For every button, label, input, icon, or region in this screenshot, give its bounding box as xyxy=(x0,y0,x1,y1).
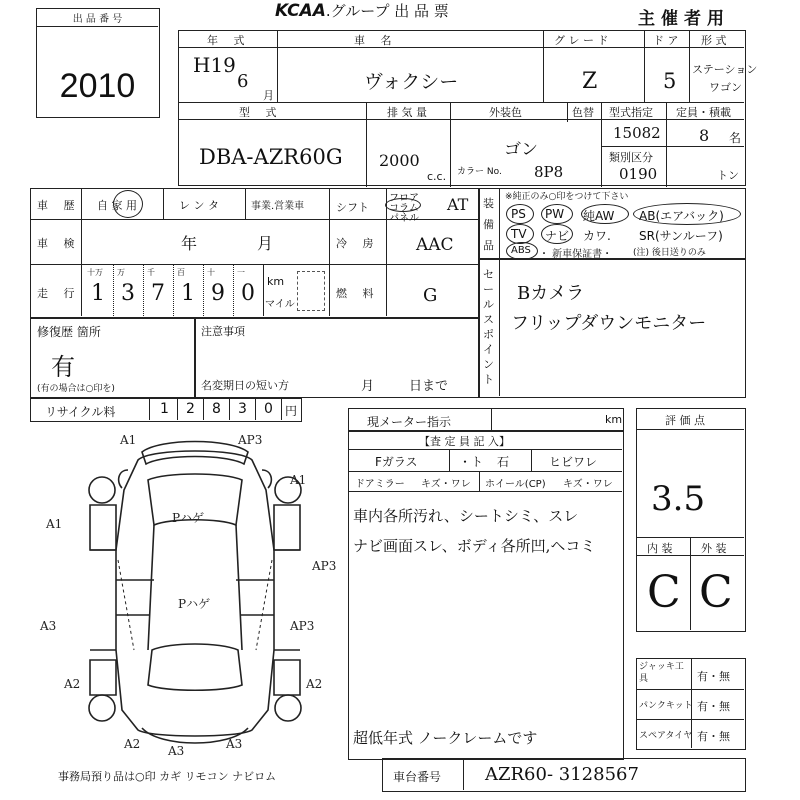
tool-punk: パンクキット xyxy=(639,701,693,711)
mark-rear-right: A3 xyxy=(226,737,243,751)
vehicle-table xyxy=(178,30,758,186)
equip-leather: カワ. xyxy=(583,229,611,243)
crack-label: ヒビワレ xyxy=(549,455,598,469)
fuel-value: G xyxy=(423,285,438,306)
capacity-unit: 名 xyxy=(729,131,742,145)
mileage-digit: 1 xyxy=(91,281,105,306)
equip-pw: PW xyxy=(545,207,565,221)
recycle-digit: 2 xyxy=(186,401,195,417)
door-mirror-label: ドアミラー xyxy=(355,479,405,490)
month-value: 6 xyxy=(237,71,249,92)
transfer-label: 名変期日の短い方 xyxy=(201,379,289,392)
color-no-value: 8P8 xyxy=(534,163,564,181)
transfer-month: 月 xyxy=(361,379,375,394)
evaluation-score: 3.5 xyxy=(651,479,706,519)
equip-warranty-note: (注) 後日送りのみ xyxy=(633,248,706,258)
notes-box xyxy=(194,318,480,398)
organizer-label: 主催者用 xyxy=(638,9,730,29)
mark-left-rear-door: A3 xyxy=(40,619,57,633)
recycle-digit: 8 xyxy=(212,401,221,417)
doors-label: ド ア xyxy=(653,34,679,47)
inspection-month: 月 xyxy=(257,234,274,253)
tool-jack-value: 有・無 xyxy=(697,670,730,683)
car-name-label: 車 名 xyxy=(354,34,398,47)
model-label: 型 式 xyxy=(239,106,283,119)
mark-rear-center: A3 xyxy=(168,744,185,758)
shift-label: シフト xyxy=(336,201,369,214)
ac-value: AAC xyxy=(416,235,454,255)
page-title xyxy=(275,0,449,21)
mileage-digit: 7 xyxy=(151,281,165,306)
meter-km: km xyxy=(605,413,623,426)
mirror-opts: キズ・ワレ xyxy=(421,479,471,490)
capacity-label: 定員・積載 xyxy=(676,106,731,119)
tool-spare-value: 有・無 xyxy=(697,730,730,743)
comment-line-1: 車内各所汚れ、シートシミ、スレ xyxy=(353,507,579,525)
usage-table xyxy=(30,188,480,318)
mileage-digit: 1 xyxy=(181,281,195,306)
chassis-box xyxy=(382,758,746,792)
chip-label: ・ト xyxy=(459,455,484,469)
stone-label: 石 xyxy=(497,455,510,469)
meter-label: 現メーター指示 xyxy=(367,415,452,429)
mark-right-mirror: A1 xyxy=(290,473,307,487)
mark-rear-left: A2 xyxy=(124,737,141,751)
recycle-digit: 3 xyxy=(238,401,247,417)
mile-label: マイル xyxy=(265,299,295,310)
mileage-unit: 万 xyxy=(117,268,125,277)
mark-right-side: AP3 xyxy=(312,559,337,573)
load-unit: トン xyxy=(717,169,739,182)
year-label: 年 式 xyxy=(207,34,251,47)
mark-front-right: AP3 xyxy=(238,433,263,447)
equip-sunroof: SR(サンルーフ) xyxy=(639,229,723,243)
equip-tv: TV xyxy=(511,227,527,241)
chassis-value: AZR60- 3128567 xyxy=(485,764,639,785)
sales-point-label: セールスポイント xyxy=(483,268,494,386)
mileage-digit: 3 xyxy=(121,281,135,306)
body-type-value-1: ステーション xyxy=(692,63,758,76)
tool-punk-value: 有・無 xyxy=(697,700,730,713)
shift-panel: パネル xyxy=(389,213,419,224)
recycle-label: リサイクル料 xyxy=(45,405,116,419)
equipment-box xyxy=(478,188,746,260)
year-value: H19 xyxy=(193,53,236,77)
equip-navi: ナビ xyxy=(545,229,570,243)
mark-front-left: A1 xyxy=(120,433,137,447)
class-value: 0190 xyxy=(619,165,658,183)
wheel-label: ホイール(CP) xyxy=(485,479,546,490)
doors-value: 5 xyxy=(663,69,677,93)
comment-line-3: 超低年式 ノークレームです xyxy=(353,729,538,747)
equip-aw: 純AW xyxy=(583,209,615,223)
car-name-value: ヴォクシー xyxy=(364,71,459,93)
displacement-value: 2000 xyxy=(379,151,420,170)
exterior-label: 外 装 xyxy=(701,542,727,555)
exterior-grade: C xyxy=(699,567,733,618)
color-change-label: 色替 xyxy=(572,106,594,119)
month-unit: 月 xyxy=(263,89,274,102)
recycle-box xyxy=(30,398,302,422)
capacity-value: 8 xyxy=(699,126,710,145)
mark-hood: Pハゲ xyxy=(172,511,205,525)
repair-box xyxy=(30,318,196,398)
equip-abs: ABS xyxy=(511,245,531,256)
type-designation-label: 型式指定 xyxy=(609,106,653,119)
office-items: 事務局預り品は○印 カギ リモコン ナビロム xyxy=(58,770,277,783)
lot-number-label: 出 品 番 号 xyxy=(72,14,123,25)
sales-point-box xyxy=(478,258,746,398)
ac-label: 冷 房 xyxy=(336,237,380,250)
shift-floor: フロア xyxy=(389,193,419,204)
history-label: 車 歴 xyxy=(37,199,81,212)
repair-note: (有の場合は○印を) xyxy=(37,384,115,394)
mark-left-quarter: A2 xyxy=(64,677,81,691)
mileage-unit: 十 xyxy=(207,268,215,277)
meter-box xyxy=(348,408,624,432)
class-label: 類別区分 xyxy=(609,151,653,164)
shift-value: AT xyxy=(447,195,469,214)
cc-unit: c.c. xyxy=(427,170,447,183)
type-designation-value: 15082 xyxy=(613,124,661,142)
title-text: .グループ 出 品 票 xyxy=(325,2,449,20)
chassis-label: 車台番号 xyxy=(393,770,442,784)
tool-jack: ジャッキ工具 xyxy=(639,662,684,684)
car-damage-diagram xyxy=(30,430,340,760)
inspector-box xyxy=(348,430,624,760)
tools-box xyxy=(636,658,746,750)
wheel-opts: キズ・ワレ xyxy=(563,479,613,490)
km-label: km xyxy=(267,275,285,288)
mileage-unit: 十万 xyxy=(87,268,103,277)
history-private: 自 家 用 xyxy=(97,199,137,212)
repair-value: 有 xyxy=(51,353,75,381)
evaluation-label: 評 価 点 xyxy=(665,414,705,427)
evaluation-box xyxy=(636,408,746,632)
fuel-label: 燃 料 xyxy=(336,287,380,300)
mileage-digit: 0 xyxy=(241,281,255,306)
recycle-digit: 0 xyxy=(264,401,273,417)
mileage-unit: 千 xyxy=(147,268,155,277)
lot-number: 2010 xyxy=(59,67,136,105)
mark-roof: Pハゲ xyxy=(178,597,211,611)
mark-left-side: A1 xyxy=(46,517,63,531)
lot-number-box xyxy=(36,8,160,118)
equipment-label: 装 備 品 xyxy=(483,197,494,252)
interior-grade: C xyxy=(647,567,681,618)
tool-spare: スペアタイヤ xyxy=(639,731,693,741)
inspection-label: 車 検 xyxy=(37,237,81,250)
model-value: DBA-AZR60G xyxy=(199,145,343,169)
comment-line-2: ナビ画面スレ、ボディ各所凹,ヘコミ xyxy=(353,537,596,555)
body-type-value-2: ワゴン xyxy=(709,81,742,94)
inspector-label: 【査 定 員 記 入】 xyxy=(419,435,510,448)
exterior-color-value: ゴン xyxy=(504,140,538,160)
repair-label: 修復歴 箇所 xyxy=(37,325,101,339)
f-glass-label: Fガラス xyxy=(375,455,418,469)
interior-label: 内 装 xyxy=(647,542,673,555)
equip-warranty: ・ 新車保証書・ xyxy=(539,249,613,260)
notes-label: 注意事項 xyxy=(201,325,245,338)
kcaa-logo: KCAA xyxy=(275,1,326,21)
mark-right-quarter: A2 xyxy=(306,677,323,691)
history-rental: レ ン タ xyxy=(179,199,219,212)
recycle-unit: 円 xyxy=(285,404,298,418)
inspection-year: 年 xyxy=(181,234,198,253)
exterior-color-label: 外装色 xyxy=(489,106,522,119)
displacement-label: 排 気 量 xyxy=(387,106,427,119)
shift-column: コラム xyxy=(389,203,419,214)
mileage-label: 走 行 xyxy=(37,287,81,300)
history-commercial: 事業.営業車 xyxy=(251,201,305,212)
grade-value: Z xyxy=(582,69,598,94)
recycle-digit: 1 xyxy=(160,401,169,417)
history-private-circle xyxy=(113,190,143,218)
equip-ps: PS xyxy=(511,207,526,221)
equipment-note: ※純正のみ○印をつけて下さい xyxy=(505,192,629,202)
equip-airbag: AB(エアバック) xyxy=(639,209,724,223)
mark-right-rear: AP3 xyxy=(290,619,315,633)
sales-point-line2: フリップダウンモニター xyxy=(511,313,707,334)
mileage-unit: 一 xyxy=(237,268,245,277)
color-no-label: カラー No. xyxy=(457,167,502,177)
sales-point-line1: Bカメラ xyxy=(517,283,585,304)
body-type-label: 形 式 xyxy=(701,34,727,47)
mileage-digit: 9 xyxy=(211,281,225,306)
transfer-day: 日まで xyxy=(409,379,449,394)
grade-label: グ レ ー ド xyxy=(554,34,609,47)
mileage-unit: 百 xyxy=(177,268,185,277)
